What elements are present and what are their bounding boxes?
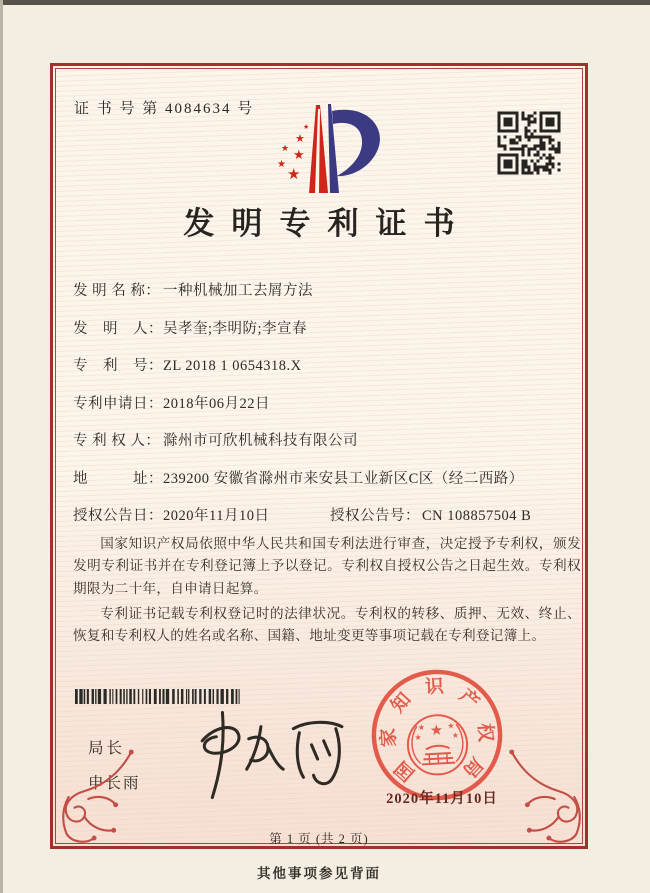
commissioner-name: 申长雨 bbox=[88, 775, 141, 792]
field-row-patent-number bbox=[73, 354, 583, 377]
certificate-title: 发明专利证书 bbox=[183, 206, 472, 241]
field-value: ZL 2018 1 0654318.X bbox=[163, 358, 302, 374]
field-label: 发 明 人： bbox=[73, 320, 163, 337]
back-note: 其他事项参见背面 bbox=[257, 866, 381, 881]
field-value: CN 108857504 B bbox=[422, 508, 532, 524]
svg-text:国: 国 bbox=[390, 756, 419, 785]
field-row-invention-title bbox=[73, 279, 583, 302]
field-label: 发 明 名 称： bbox=[73, 283, 161, 299]
field-label: 专 利 号： bbox=[73, 358, 163, 374]
field-row-grant-date bbox=[73, 504, 583, 527]
field-label: 地 址： bbox=[73, 470, 163, 487]
page-number: 第 1 页 (共 2 页) bbox=[269, 832, 369, 846]
field-grant-number bbox=[330, 504, 531, 525]
svg-text:★: ★ bbox=[417, 722, 426, 733]
field-label: 专 利 权 人： bbox=[73, 433, 161, 449]
field-row-inventors bbox=[73, 317, 583, 340]
floral-ornament-bottom-left-icon bbox=[55, 748, 143, 846]
official-seal bbox=[364, 662, 509, 807]
svg-text:★: ★ bbox=[277, 159, 286, 170]
field-label: 授权公告日： bbox=[73, 508, 163, 524]
scan-edge-left bbox=[0, 0, 3, 893]
field-list bbox=[73, 279, 583, 542]
field-row-address bbox=[73, 467, 583, 490]
svg-text:产: 产 bbox=[455, 685, 484, 714]
commissioner-title: 局长 bbox=[88, 740, 126, 757]
svg-text:局: 局 bbox=[458, 753, 487, 782]
emblem-big-star: ★ bbox=[429, 722, 444, 740]
certificate-number: 证 书 号 第 4084634 号 bbox=[74, 101, 255, 117]
svg-text:家: 家 bbox=[378, 727, 401, 748]
field-value: 2018年06月22日 bbox=[163, 395, 270, 412]
field-row-patentee bbox=[73, 429, 583, 452]
legal-text bbox=[73, 533, 581, 650]
cnipa-patent-logo-icon bbox=[253, 99, 423, 199]
seal-date: 2020年11月10日 bbox=[386, 791, 498, 807]
svg-text:★: ★ bbox=[451, 730, 460, 741]
field-value: 吴孝奎;李明防;李宣春 bbox=[163, 320, 308, 337]
svg-text:★: ★ bbox=[447, 721, 455, 731]
field-value: 滁州市可欣机械科技有限公司 bbox=[163, 433, 358, 449]
field-value: 一种机械加工去屑方法 bbox=[163, 283, 313, 299]
field-row-filing-date bbox=[73, 392, 583, 415]
field-value: 2020年11月10日 bbox=[163, 508, 270, 524]
legal-paragraph-2: 专利证书记载专利权登记时的法律状况。专利权的转移、质押、无效、终止、恢复和专利权人的姓名或名称、国籍、地址变更等事项记载在专利登记簿上。 bbox=[73, 605, 581, 644]
svg-text:权: 权 bbox=[473, 722, 496, 743]
svg-text:★: ★ bbox=[295, 132, 305, 145]
field-label: 专利申请日： bbox=[73, 395, 163, 412]
barcode bbox=[75, 689, 243, 704]
floral-ornament-bottom-right-icon bbox=[500, 748, 588, 846]
commissioner-signature bbox=[188, 704, 350, 806]
svg-text:知: 知 bbox=[387, 688, 416, 717]
svg-text:★: ★ bbox=[303, 123, 310, 131]
legal-paragraph-1: 国家知识产权局依照中华人民共和国专利法进行审查，决定授予专利权，颁发发明专利证书并在专利登记簿上予以登记。专利权自授权公告之日起生效。专利权期限为二十年，自申请日起算。 bbox=[73, 536, 581, 596]
scan-edge-top bbox=[0, 0, 650, 5]
svg-text:★: ★ bbox=[287, 165, 301, 183]
field-label: 授权公告号： bbox=[330, 508, 420, 524]
field-value: 239200 安徽省滁州市来安县工业新区C区（经二西路） bbox=[163, 470, 524, 487]
svg-text:★: ★ bbox=[281, 144, 290, 154]
svg-text:识: 识 bbox=[424, 676, 445, 699]
svg-text:★: ★ bbox=[293, 148, 305, 163]
svg-text:★: ★ bbox=[414, 732, 422, 743]
qr-code bbox=[496, 110, 562, 176]
